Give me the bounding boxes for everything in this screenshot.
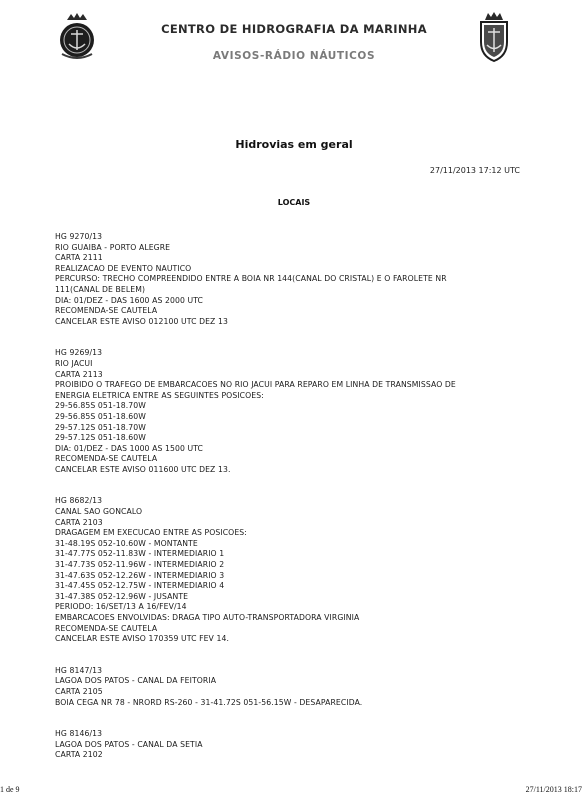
notice-line: 29-56.85S 051-18.70W bbox=[55, 401, 146, 411]
notice-line: DRAGAGEM EM EXECUCAO ENTRE AS POSICOES: bbox=[55, 528, 247, 538]
notice-line: EMBARCACOES ENVOLVIDAS: DRAGA TIPO AUTO-TRANSPORTADORA VIRGINIA bbox=[55, 613, 360, 622]
notice-line: PERIODO: 16/SET/13 A 16/FEV/14 bbox=[55, 602, 187, 612]
notice-line: 29-57.12S 051-18.70W bbox=[55, 422, 146, 432]
notice-id: HG 9269/13 bbox=[55, 348, 103, 358]
notice-line: RIO GUAIBA - PORTO ALEGRE bbox=[55, 242, 171, 252]
notice-line: REALIZACAO DE EVENTO NAUTICO bbox=[55, 263, 192, 273]
notice-line: CANAL SAO GONCALO bbox=[55, 507, 143, 517]
notice-line: LAGOA DOS PATOS - CANAL DA FEITORIA bbox=[55, 676, 217, 686]
notice-id: HG 8682/13 bbox=[55, 496, 103, 506]
notice-block bbox=[55, 666, 535, 708]
notice-line: CANCELAR ESTE AVISO 011600 UTC DEZ 13. bbox=[55, 464, 231, 474]
notice-line: DIA: 01/DEZ - DAS 1600 AS 2000 UTC bbox=[55, 295, 204, 305]
notice-line: 31-47.77S 052-11.83W - INTERMEDIARIO 1 bbox=[55, 549, 225, 559]
notice-line: RIO JACUI bbox=[55, 358, 93, 368]
notice-line: RECOMENDA-SE CAUTELA bbox=[55, 306, 158, 316]
notice-line: BOIA CEGA NR 78 - NRORD RS-260 - 31-41.72S 051-56.15W - DESAPARECIDA. bbox=[55, 697, 363, 707]
notice-line: CARTA 2103 bbox=[55, 517, 103, 527]
notice-block bbox=[55, 729, 535, 761]
notice-line: PERCURSO: TRECHO COMPREENDIDO ENTRE A BOIA NR 144(CANAL DO CRISTAL) E O FAROLETE NR bbox=[55, 274, 447, 284]
notice-line: CARTA 2113 bbox=[55, 369, 103, 379]
notice-line: 31-48.19S 052-10.60W - MONTANTE bbox=[55, 538, 198, 548]
notice-line: CANCELAR ESTE AVISO 170359 UTC FEV 14. bbox=[55, 634, 229, 644]
print-timestamp: 27/11/2013 18:17 bbox=[525, 785, 582, 794]
notice-line: RECOMENDA-SE CAUTELA bbox=[55, 454, 158, 464]
notice-line: CARTA 2102 bbox=[55, 750, 103, 760]
notice-line: RECOMENDA-SE CAUTELA bbox=[55, 623, 158, 633]
notice-id: HG 8147/13 bbox=[55, 665, 103, 675]
notice-line: 29-56.85S 051-18.60W bbox=[55, 411, 146, 421]
notice-block bbox=[55, 232, 535, 327]
notice-line: CANCELAR ESTE AVISO 012100 UTC DEZ 13 bbox=[55, 316, 228, 326]
notice-id: HG 9270/13 bbox=[55, 232, 103, 241]
notice-block bbox=[55, 496, 535, 644]
section-heading: LOCAIS bbox=[277, 198, 311, 207]
notice-line: CARTA 2111 bbox=[55, 253, 103, 263]
notice-line: ENERGIA ELETRICA ENTRE AS SEGUINTES POSICOES: bbox=[55, 390, 264, 400]
organization-title: CENTRO DE HIDROGRAFIA DA MARINHA bbox=[161, 22, 427, 36]
notice-line: CARTA 2105 bbox=[55, 686, 103, 696]
bulletin-subtitle: AVISOS-RÁDIO NÁUTICOS bbox=[212, 50, 376, 62]
notices-list bbox=[55, 232, 535, 782]
notice-line: DIA: 01/DEZ - DAS 1000 AS 1500 UTC bbox=[55, 443, 204, 453]
page-counter: 1 de 9 bbox=[0, 785, 20, 794]
notice-line: 31-47.63S 052-12.26W - INTERMEDIARIO 3 bbox=[55, 570, 225, 580]
notice-line: 31-47.73S 052-11.96W - INTERMEDIARIO 2 bbox=[55, 560, 225, 570]
notice-line: 31-47.45S 052-12.75W - INTERMEDIARIO 4 bbox=[55, 581, 225, 591]
notice-line: 111(CANAL DE BELEM) bbox=[55, 284, 146, 294]
document-title: Hidrovias em geral bbox=[235, 138, 353, 151]
notice-line: LAGOA DOS PATOS - CANAL DA SETIA bbox=[55, 739, 203, 749]
notice-line: 31-47.38S 052-12.96W - JUSANTE bbox=[55, 591, 189, 601]
notice-id: HG 8146/13 bbox=[55, 729, 103, 739]
notice-line: 29-57.12S 051-18.60W bbox=[55, 433, 146, 443]
issue-timestamp: 27/11/2013 17:12 UTC bbox=[429, 166, 520, 175]
notice-block bbox=[55, 348, 535, 475]
notice-line: PROIBIDO O TRAFEGO DE EMBARCACOES NO RIO JACUI PARA REPARO EM LINHA DE TRANSMISSAO DE bbox=[55, 380, 456, 390]
